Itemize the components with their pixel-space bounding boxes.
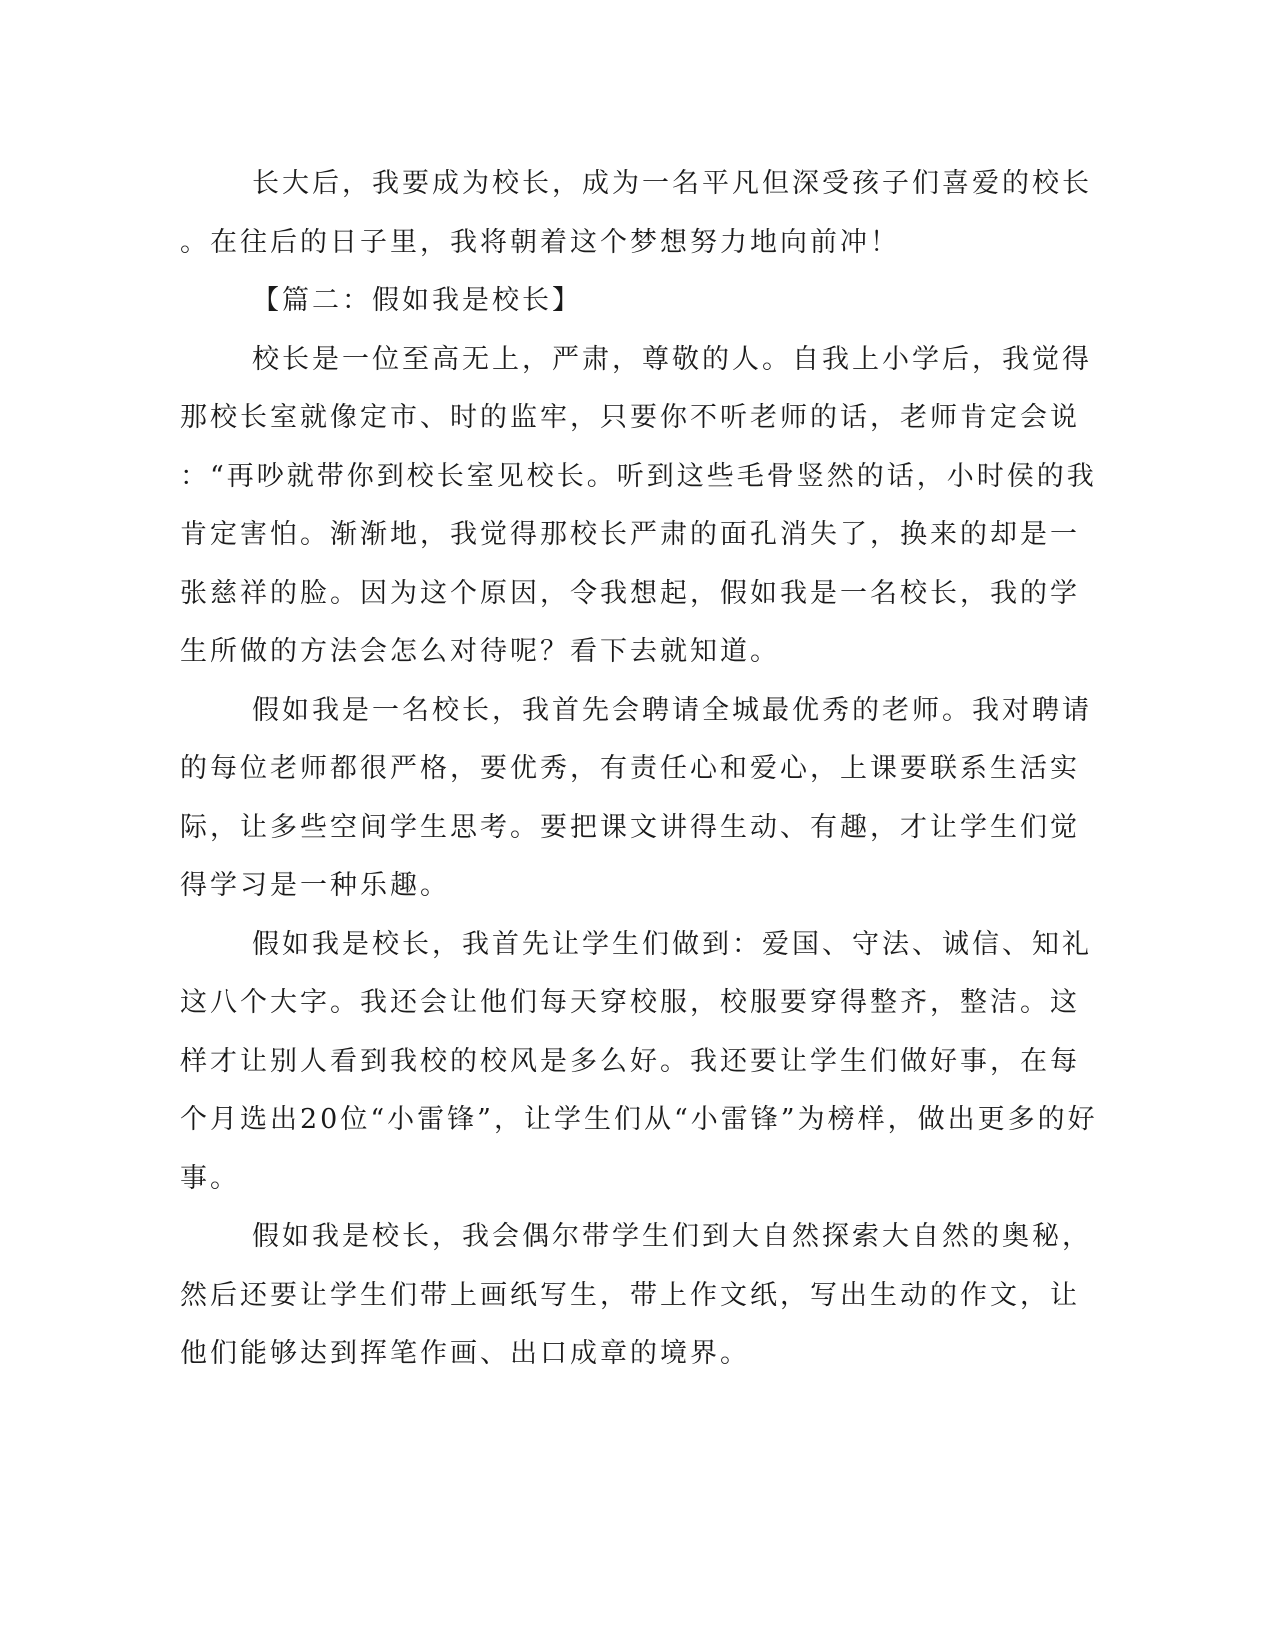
text-line: 他们能够达到挥笔作画、出口成章的境界。 [180, 1338, 750, 1369]
text-line: 肯定害怕。渐渐地，我觉得那校长严肃的面孔消失了，换来的却是一 [180, 519, 1080, 550]
text-line: 假如我是一名校长，我首先会聘请全城最优秀的老师。我对聘请 [252, 694, 1092, 726]
text-line: 这八个大字。我还会让他们每天穿校服，校服要穿得整齐，整洁。这 [180, 987, 1080, 1018]
text-line: 个月选出20位“小雷锋”，让学生们从“小雷锋”为榜样，做出更多的好 [180, 1104, 1098, 1135]
text-line: 事。 [180, 1162, 240, 1194]
text-line: 生所做的方法会怎么对待呢？看下去就知道。 [180, 636, 780, 667]
text-line: 的每位老师都很严格，要优秀，有责任心和爱心，上课要联系生活实 [180, 753, 1080, 784]
text-line: 那校长室就像定市、时的监牢，只要你不听老师的话，老师肯定会说 [180, 402, 1080, 433]
text-line: 假如我是校长，我会偶尔带学生们到大自然探索大自然的奥秘， [252, 1221, 1092, 1252]
text-line: 得学习是一种乐趣。 [180, 870, 450, 901]
text-line: 假如我是校长，我首先让学生们做到：爱国、守法、诚信、知礼 [252, 928, 1092, 960]
essay-body [180, 155, 1098, 1384]
text-line: ：“再吵就带你到校长室见校长。听到这些毛骨竖然的话，小时侯的我 [180, 460, 1097, 492]
text-line: 样才让别人看到我校的校风是多么好。我还要让学生们做好事，在每 [180, 1045, 1080, 1077]
text-line: 际，让多些空间学生思考。要把课文讲得生动、有趣，才让学生们觉 [180, 811, 1080, 843]
text-line: 。在往后的日子里，我将朝着这个梦想努力地向前冲！ [180, 226, 900, 258]
text-line: 校长是一位至高无上，严肃，尊敬的人。自我上小学后，我觉得 [252, 343, 1092, 375]
text-line: 张慈祥的脸。因为这个原因，令我想起，假如我是一名校长，我的学 [180, 577, 1080, 609]
text-line: 长大后，我要成为校长，成为一名平凡但深受孩子们喜爱的校长 [252, 168, 1092, 199]
text-line: 然后还要让学生们带上画纸写生，带上作文纸，写出生动的作文，让 [180, 1279, 1080, 1311]
section-heading: 【篇二：假如我是校长】 [252, 285, 582, 316]
